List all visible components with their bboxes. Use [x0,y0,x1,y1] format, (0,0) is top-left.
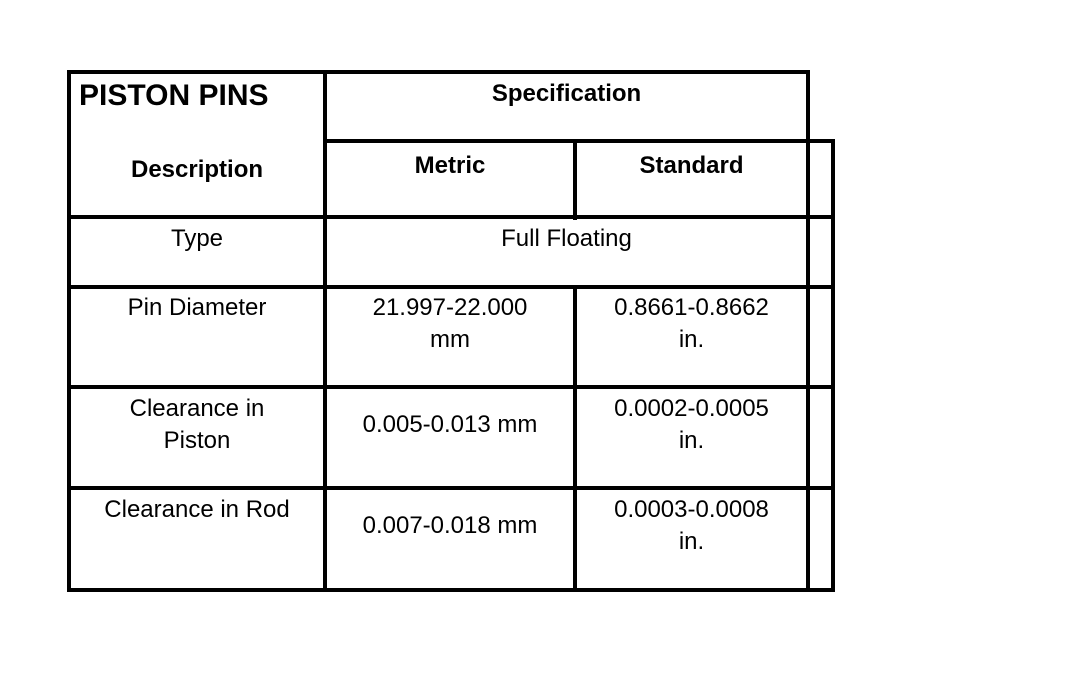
row-clearance-rod-metric: 0.007-0.018 mm [362,512,538,539]
table-title: PISTON PINS [79,79,269,112]
row-clearance-rod-standard: 0.0003-0.0008 in. [614,496,769,555]
row-divider-header [67,215,835,219]
row-pin-diameter-description: Pin Diameter [127,294,267,321]
row-clearance-piston-standard: 0.0002-0.0005 in. [614,395,769,454]
row-pin-diameter-standard: 0.8661-0.8662 in. [614,294,769,353]
table-border-top [67,70,810,74]
table-border-right-outer [831,139,835,592]
header-description: Description [130,156,264,183]
table-border-right-inner [806,70,810,592]
row-divider-specification [323,139,835,143]
row-pin-diameter-metric: 21.997-22.000 mm [372,294,528,353]
table-border-bottom [67,588,835,592]
header-specification: Specification [491,80,642,107]
header-standard: Standard [639,152,744,179]
row-clearance-rod-description: Clearance in Rod [104,496,290,523]
row-divider-pin-diameter [67,385,835,389]
row-divider-clearance-piston [67,486,835,490]
row-clearance-piston-metric: 0.005-0.013 mm [362,411,538,438]
row-type-description: Type [170,225,224,252]
row-type-value: Full Floating [501,225,632,252]
row-divider-type [67,285,835,289]
header-metric: Metric [414,152,486,179]
row-clearance-piston-description: Clearance in Piston [129,395,265,454]
